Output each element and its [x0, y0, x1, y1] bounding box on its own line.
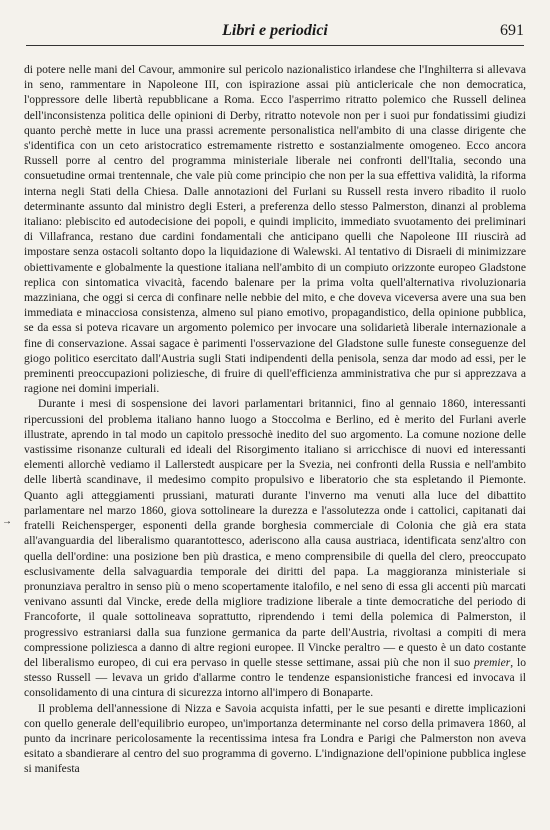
- article-body: [24, 62, 526, 777]
- paragraph-2-text: Durante i mesi di sospensione dei lavori parlamentari britannici, fino al gennaio 1860, interessanti ripercussioni del problema italiano hanno luogo a Stoccolma e Berlino, ed è merito del Furlani averle illustrate, aprendo in tal modo un capitolo pressochè inedito del suo argomento. La comune nozione delle vastissime risonanze culturali ed ideali del Risorgimento italiano si arricchisce di nuovi ed interessanti elementi allorchè vediamo il Lallerstedt auspicare per la Svezia, nei confronti della Russia e nell'ambito delle libertà scandinave, il medesimo compito propulsivo e liberatorio che sta espletando il Piemonte. Quanto agli atteggiamenti prussiani, maturati durante l'inverno ma venuti alla luce del dibattito parlamentare nel marzo 1860, giova sottolineare la durezza e l'assolutezza onde i cattolici, capitanati dai fratelli Reichensperger, esponenti della grande borghesia commerciale di Colonia che già era stata all'avanguardia del liberalismo quarantottesco, aderiscono alla causa austriaca, identificata senz'altro con quella dell'ordine: una posizione ben più drastica, e meno comprensibile di quella del clero, preoccupato esclusivamente della salvaguardia temporale dei diritti del papa. La maggioranza ministeriale si pronunziava peraltro in senso più o meno scopertamente italofilo, e nel seno di essa gli accenti più marcati venivano assunti dal Vincke, erede della migliore tradizione liberale a tinte democratiche del periodo di Francoforte, il quale sottolineava soprattutto, riprendendo i temi della polemica di Palmerston, il progressivo estraniarsi dalla sua funzione germanica da parte dell'Austria, rivoltasi a compiti di mera compressione poliziesca a danno di altre regioni europee. Il Vincke peraltro — e questo è un dato costante del liberalismo europeo, di cui era pervaso in quelle stesse settimane, assai più che non il suo: [24, 397, 526, 669]
- margin-arrow-icon: →: [2, 516, 11, 527]
- paragraph-2-emphasis: premier: [473, 655, 511, 669]
- page-header: [26, 22, 524, 44]
- paragraph-2: [24, 396, 526, 700]
- page-number: 691: [500, 22, 524, 39]
- header-rule: [26, 45, 524, 46]
- paragraph-2-tail: , lo stesso Russell — levava un grido d'allarme contro le tendenze espansionistiche francesi ed invocava il consolidamento di una cintura di sicurezza intorno all'impero di Bonaparte.: [24, 655, 526, 700]
- paragraph-3: Il problema dell'annessione di Nizza e Savoia acquista infatti, per le sue pesanti e dirette implicazioni con quello generale dell'equilibrio europeo, un'importanza determinante nel corso della primavera 1860, al punto da incrinare pericolosamente la recentissima intesa fra Londra e Parigi che Palmerston non aveva esitato a sbandierare al centro del suo programma di governo. L'indignazione dell'opinione pubblica inglese si manifesta: [24, 701, 526, 776]
- running-title: Libri e periodici: [222, 22, 328, 39]
- paragraph-1: di potere nelle mani del Cavour, ammonire sul pericolo nazionalistico irlandese che l'Inghilterra si allevava in seno, rammentare in Napoleone III, con ispirazione assai più anticlericale che non democratica, l'oppressore delle libertà repubblicane a Roma. Ecco l'asperrimo ritratto polemico che Russell delinea dell'inconsistenza politica delle opinioni di Derby, ritratto notevole non per i suoi pur fondatissimi giudizi quanto perchè mette in luce una prassi acremente personalistica nell'ambito di una classe dirigente che s'identifica con un ceto aristocratico estremamente ristretto e sostanzialmente omogeneo. Ecco ancora Russell porre al centro del programma ministeriale liberale nei confronti dell'Italia, secondo una consuetudine ormai trentennale, che vale più come principio che non per la sua effettiva validità, la riforma interna negli Stati della Chiesa. Dalle annotazioni del Furlani su Russell resta invero ribadito il ruolo determinante assunto dal ministro degli Esteri, a preferenza dello stesso Palmerston, dinanzi al problema italiano: plebiscito ed autodecisione dei popoli, e quindi implicito, immediato svuotamento dei preliminari di Villafranca, restano due cardini fondamentali che anticipano quelli che Napoleone III riuscirà ad impostare senza ostacoli soltanto dopo la liquidazione di Walewski. Al tentativo di Disraeli di minimizzare obiettivamente e globalmente la questione italiana nell'ambito di un compiuto orizzonte europeo Gladstone replica con sintomatica vivacità, facendo balenare per la prima volta quell'alternativa rivoluzionaria mazziniana, che oggi si cerca di confinare nelle nebbie del mito, e che doveva viceversa avere una sua ben immediata e minacciosa consistenza, almeno sul piano emotivo, propagandistico, della opinione pubblica, se da essa si poteva ricavare un argomento polemico per invocare una solidarietà liberale internazionale a fine di conservazione. Assai sagace è parimenti l'osservazione del Gladstone sulle funeste conseguenze del giogo politico esercitato dall'Austria sugli Stati indipendenti della penisola, senza dar modo ad essi, per le preminenti preoccupazioni poliziesche, di fruire di quell'efficienza amministrativa che pur si apprezzava a ragione nei domini imperiali.: [24, 63, 526, 396]
